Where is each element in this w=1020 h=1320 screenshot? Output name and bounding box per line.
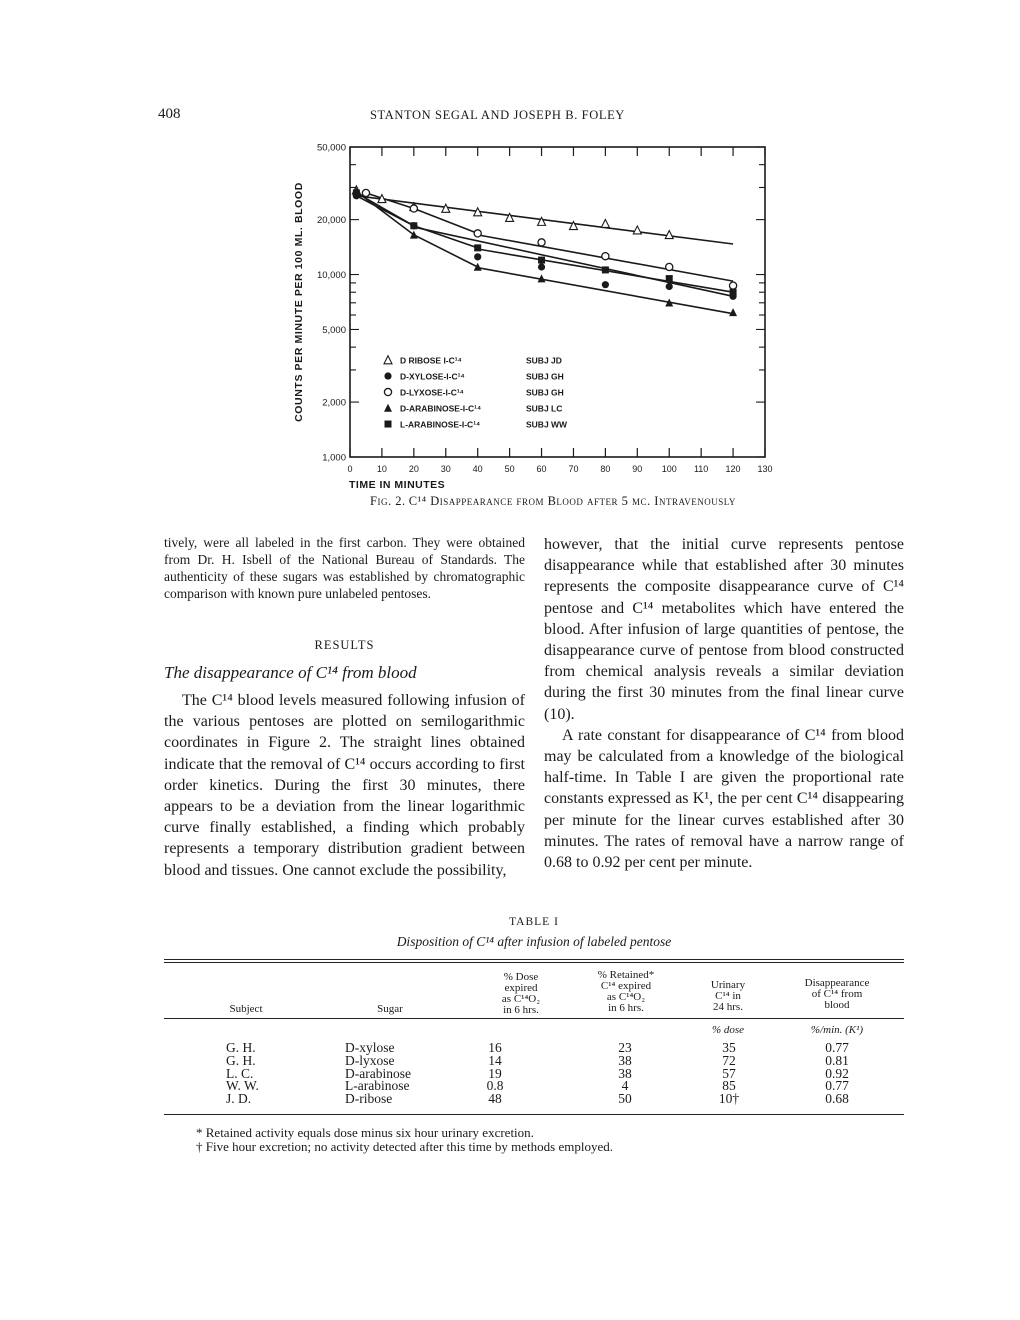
cell-subject: W. W. [226,1078,259,1094]
data-point [602,281,609,288]
header-retained-line: as C¹⁴O₂ [606,991,646,1003]
table-label: TABLE I [509,916,559,928]
data-point [665,231,673,239]
x-tick-label: 80 [600,464,611,474]
y-tick-label: 50,000 [316,142,346,154]
subsection-heading: The disappearance of C¹⁴ from blood [164,663,417,682]
data-point [666,263,673,270]
data-point [410,222,417,229]
data-point [474,244,481,251]
column-dose [470,1042,520,1106]
y-tick-label: 10,000 [316,270,346,282]
cell-k: 0.77 [825,1078,849,1094]
table-footnotes [196,1126,613,1154]
data-point [730,289,737,296]
cell-urinary: 35 [722,1040,736,1055]
x-tick-label: 100 [661,464,677,474]
right-column [544,534,904,873]
x-tick-label: 60 [536,464,547,474]
data-point [538,263,545,270]
caption-text: C¹⁴ Disappearance from Blood after 5 μc. Intravenously [408,494,736,508]
y-tick-label: 5,000 [322,324,346,336]
unit-disappearance: %/min. (K¹) [810,1024,864,1036]
data-point [602,266,609,273]
legend-label: D RIBOSE I-C¹⁴ [400,355,462,366]
legend-label: L-ARABINOSE-I-C¹⁴ [400,419,481,430]
x-tick-label: 30 [440,464,451,474]
cell-urinary: 85 [722,1078,736,1094]
data-point [353,189,360,196]
cell-subject: G. H. [226,1052,256,1068]
data-point [474,263,482,271]
cell-dose: 0.8 [486,1078,504,1094]
header-dose-expired [478,972,564,1016]
table-top-rule [164,959,904,960]
cell-dose: 14 [488,1052,502,1068]
x-tick-label: 10 [376,464,387,474]
y-axis-title: COUNTS PER MINUTE PER 100 ML. BLOOD [293,182,305,422]
cell-sugar: D-lyxose [345,1052,395,1068]
section-heading-results: RESULTS [314,638,375,652]
data-point [601,219,609,227]
header-sugar: Sugar [377,1003,403,1015]
cell-sugar: D-arabinose [345,1065,411,1081]
cell-retained: 38 [618,1052,632,1068]
footnote-urinary: † Five hour excretion; no activity detected after this time by methods employed. [196,1139,613,1154]
series-initial-curve [356,193,477,248]
header-dose-line: expired [504,982,538,994]
data-point [410,205,417,212]
data-point [474,230,481,237]
header-retained-line: % Retained* [597,969,655,981]
x-tick-label: 110 [693,464,709,474]
cell-urinary: 10† [718,1091,740,1107]
x-tick-label: 130 [757,464,773,474]
header-subject: Subject [229,1003,263,1015]
header-dose-line: as C¹⁴O₂ [501,993,541,1005]
data-point [474,253,481,260]
data-point [538,257,545,264]
cell-retained: 23 [618,1040,632,1055]
data-point [729,308,737,316]
cell-retained: 38 [618,1065,632,1081]
cell-urinary: 72 [722,1052,736,1068]
legend-subject: SUBJ JD [526,355,562,366]
cell-subject: J. D. [226,1091,252,1107]
header-urinary-line: C¹⁴ in [715,990,741,1002]
x-tick-label: 70 [568,464,579,474]
header-dose-line: % Dose [503,971,539,983]
data-point [384,404,392,412]
data-point [633,226,641,234]
caption-prefix: Fig. 2. [370,494,406,508]
data-point [362,189,369,196]
data-point [384,356,392,364]
data-point [666,275,673,282]
cell-sugar: D-xylose [345,1040,395,1055]
paragraph-disappearance: The C¹⁴ blood levels measured following infusion of the various pentoses are plotted on semilogarithmic coordinates in Figure 2. The straight lines obtained indicate that the removal of C¹⁴ occurs according to first order kinetics. During the first 30 minutes, there appears to be a deviation from the linear logarithmic curve finally established, a finding which probably represents a temporary distribution gradient between blood and tissues. One cannot exclude the possibility, [164,692,525,879]
header-urinary-line: 24 hrs. [713,1001,743,1013]
x-axis-title: TIME IN MINUTES [349,479,446,491]
data-point [385,421,392,428]
x-tick-label: 50 [504,464,515,474]
cell-dose: 19 [488,1065,502,1081]
data-point [602,253,609,260]
header-urinary-line: Urinary [710,979,746,991]
data-point [538,239,545,246]
legend-subject: SUBJ GH [526,371,564,382]
header-urinary [690,980,766,1013]
column-urinary [704,1042,754,1106]
legend-subject: SUBJ WW [526,419,568,430]
table-header-rule [164,1018,904,1019]
table-title: Disposition of C¹⁴ after infusion of labeled pentose [396,934,672,949]
cell-dose: 16 [488,1040,502,1055]
cell-sugar: L-arabinose [345,1078,410,1094]
header-retained-line: C¹⁴ expired [600,980,652,992]
table-top-rule-double [164,962,904,963]
header-dose-line: in 6 hrs. [503,1004,539,1016]
running-header: STANTON SEGAL AND JOSEPH B. FOLEY [370,108,625,122]
x-tick-label: 120 [725,464,741,474]
cell-retained: 50 [618,1091,632,1107]
y-tick-label: 1,000 [322,452,346,464]
table-bottom-rule [164,1114,904,1115]
page-number: 408 [158,106,181,122]
paragraph-initial-curve: however, that the initial curve represents pentose disappearance while that established after 30 minutes represents the composite disappearance curve of C¹⁴ pentose and C¹⁴ metabolites which have entered the blood. After infusion of large quantities of pentose, the disappearance curve of pentose from blood constructed from chemical analysis reveals a similar deviation during the first 30 minutes from the final linear curve (10). [544,536,904,723]
column-sugar [345,1042,455,1106]
cell-k: 0.68 [825,1091,849,1107]
data-point [729,282,736,289]
figure-2-chart [280,136,800,494]
y-tick-label: 2,000 [322,397,346,409]
column-subject [226,1042,286,1106]
unit-urinary: % dose [711,1024,745,1036]
paragraph-rate-constant: A rate constant for disappearance of C¹⁴ from blood may be calculated from a knowledge of the biological half-time. In Table I are given the proportional rate constants expressed as K¹, the per cent C¹⁴ disappearing per minute for the linear curves established after 30 minutes. The rates of removal have a narrow range of 0.68 to 0.92 per cent per minute. [544,726,904,872]
header-disappearance [784,978,890,1011]
y-tick-label: 20,000 [316,215,346,227]
cell-urinary: 57 [722,1065,736,1081]
cell-subject: G. H. [226,1040,256,1055]
legend-label: D-ARABINOSE-I-C¹⁴ [400,403,482,414]
legend-label: D-XYLOSE-I-C¹⁴ [400,371,465,382]
cell-k: 0.77 [825,1040,849,1055]
footnote-retained: * Retained activity equals dose minus six hour urinary excretion. [196,1125,534,1140]
cell-k: 0.92 [825,1065,849,1081]
legend-subject: SUBJ LC [526,403,563,414]
header-disappearance-line: of C¹⁴ from [811,988,863,1000]
data-point [384,372,391,379]
legend-subject: SUBJ GH [526,387,564,398]
cell-dose: 48 [488,1091,502,1107]
x-tick-label: 40 [472,464,483,474]
cell-subject: L. C. [226,1065,254,1081]
cell-sugar: D-ribose [345,1091,393,1107]
column-k [810,1042,864,1106]
paragraph-methods-end: tively, were all labeled in the first carbon. They were obtained from Dr. H. Isbell of the National Bureau of Standards. The authenticity of these sugars was established by chromatographic comparison with known pure unlabeled pentoses. [164,535,525,601]
data-point [384,388,391,395]
cell-retained: 4 [621,1078,629,1094]
x-tick-label: 90 [632,464,643,474]
data-point [666,283,673,290]
header-disappearance-line: Disappearance [804,977,870,989]
legend-label: D-LYXOSE-I-C¹⁴ [400,387,464,398]
figure-caption [370,494,790,509]
column-retained [600,1042,650,1106]
x-tick-label: 0 [347,464,353,474]
x-tick-label: 20 [408,464,419,474]
header-disappearance-line: blood [824,999,850,1011]
header-retained-line: in 6 hrs. [608,1002,644,1014]
header-retained-expired [578,970,674,1014]
cell-k: 0.81 [825,1052,849,1068]
